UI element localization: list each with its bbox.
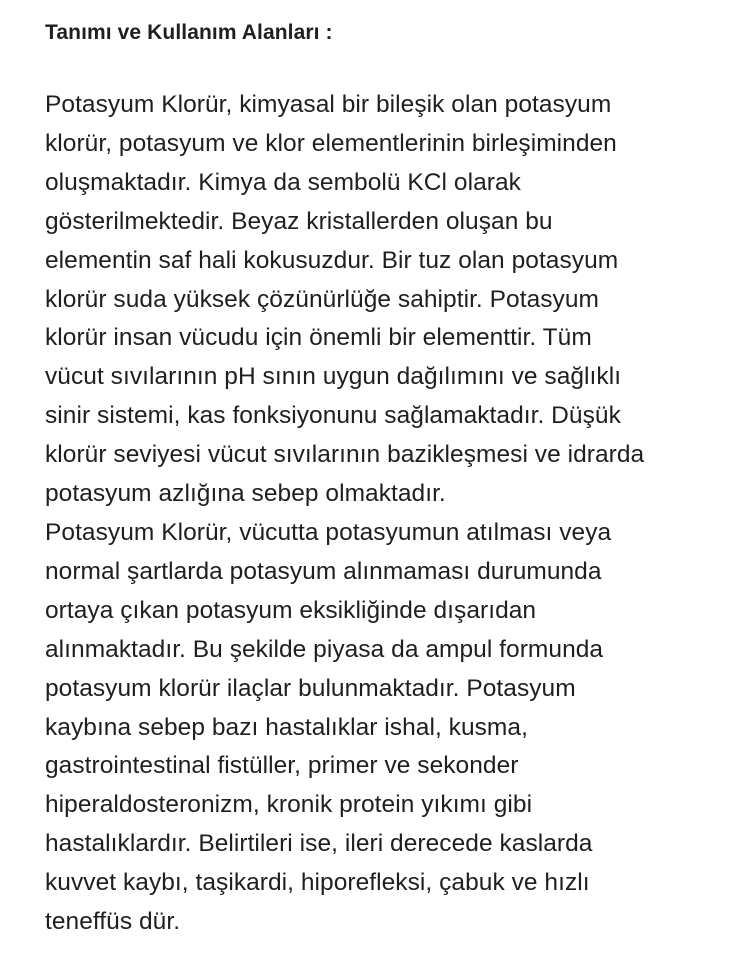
text-line: klorür seviyesi vücut sıvılarının bazikleşmesi ve idrarda: [45, 441, 645, 469]
text-line: sinir sistemi, kas fonksiyonunu sağlamaktadır. Düşük: [45, 402, 621, 430]
text-line: ortaya çıkan potasyum eksikliğinde dışarıdan: [45, 596, 537, 624]
text-line: gastrointestinal fistüller, primer ve sekonder: [45, 752, 519, 780]
text-line: hiperaldosteronizm, kronik protein yıkımı gibi: [45, 791, 533, 819]
text-line: potasyum klorür ilaçlar bulunmaktadır. Potasyum: [45, 674, 576, 702]
text-line: klorür suda yüksek çözünürlüğe sahiptir. Potasyum: [45, 285, 599, 313]
text-line: potasyum azlığına sebep olmaktadır.: [45, 480, 446, 508]
text-line: hastalıklardır. Belirtileri ise, ileri derecede kaslarda: [45, 830, 593, 858]
text-line: kuvvet kaybı, taşikardi, hiporefleksi, çabuk ve hızlı: [45, 869, 590, 897]
text-line: teneffüs dür.: [45, 908, 181, 936]
text-line: Potasyum Klorür, kimyasal bir bileşik olan potasyum: [45, 91, 612, 118]
text-line: klorür insan vücudu için önemli bir elementtir. Tüm: [45, 324, 592, 352]
text-line: vücut sıvılarının pH sının uygun dağılımını ve sağlıklı: [45, 363, 622, 391]
text-line: elementin saf hali kokusuzdur. Bir tuz olan potasyum: [45, 246, 619, 274]
text-line: gösterilmektedir. Beyaz kristallerden oluşan bu: [45, 207, 553, 235]
text-line: alınmaktadır. Bu şekilde piyasa da ampul formunda: [45, 635, 604, 663]
text-line: klorür, potasyum ve klor elementlerinin birleşiminden: [45, 129, 617, 157]
text-line: kaybına sebep bazı hastalıklar ishal, kusma,: [45, 713, 528, 741]
text-line: Potasyum Klorür, vücutta potasyumun atılması veya: [45, 518, 612, 546]
body-text: [45, 86, 733, 942]
section-heading: Tanımı ve Kullanım Alanları :: [45, 21, 333, 44]
text-line: normal şartlarda potasyum alınmaması durumunda: [45, 557, 602, 585]
text-line: oluşmaktadır. Kimya da sembolü KCl olarak: [45, 168, 521, 196]
